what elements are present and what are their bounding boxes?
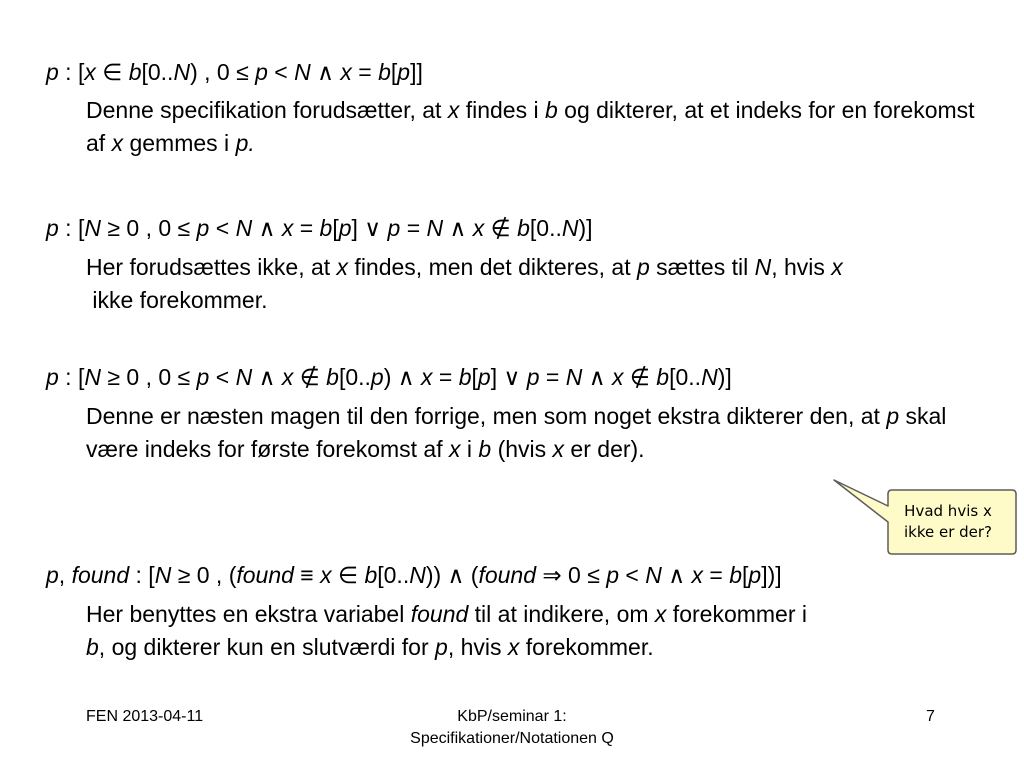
footer-course-line-1: KbP/seminar 1: [457, 708, 567, 725]
spec-description-3: Denne er næsten magen til den forrige, men som noget ekstra dikterer den, at p skal være indeks for første forekomst af x i b (hvis x er der). [86, 403, 947, 462]
footer-date: FEN 2013-04-11 [86, 708, 204, 725]
callout-line-2: ikke er der? [903, 523, 993, 541]
spec-formula-3: p : [N ≥ 0 , 0 ≤ p < N ∧ x ∉ b[0..p) ∧ x = b[p] ∨ p = N ∧ x ∉ b[0..N)] [46, 364, 732, 390]
callout-line-1: Hvad hvis x [904, 502, 992, 520]
page-number: 7 [926, 708, 935, 725]
footer-course-line-2: Specifikationer/Notationen Q [410, 730, 614, 747]
spec-description-4: Her benyttes en ekstra variabel found til at indikere, om x forekommer i b, og dikterer kun en slutværdi for p, hvis x forekommer. [86, 601, 808, 660]
spec-description-1: Denne specifikation forudsætter, at x findes i b og dikterer, at et indeks for en forekomst af x gemmes i p. [86, 97, 975, 156]
footer-course [384, 706, 640, 750]
spec-description-2: Her forudsættes ikke, at x findes, men det dikteres, at p sættes til N, hvis x ikke forekommer. [86, 254, 843, 313]
callout-text [882, 492, 1014, 552]
spec-formula-4: p, found : [N ≥ 0 , (found ≡ x ∈ b[0..N)) ∧ (found ⇒ 0 ≤ p < N ∧ x = b[p])] [46, 562, 782, 588]
spec-formula-2: p : [N ≥ 0 , 0 ≤ p < N ∧ x = b[p] ∨ p = N ∧ x ∉ b[0..N)] [46, 215, 593, 241]
spec-formula-1: p : [x ∈ b[0..N) , 0 ≤ p < N ∧ x = b[p]] [46, 59, 423, 85]
